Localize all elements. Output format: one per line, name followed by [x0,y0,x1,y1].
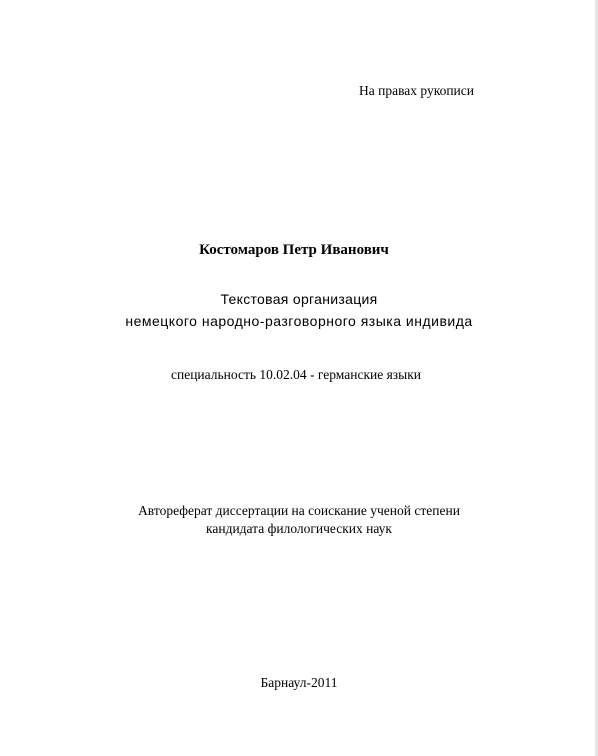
manuscript-rights-note: На правах рукописи [358,83,474,98]
author-name: Костомаров Петр Иванович [199,242,389,258]
city-year: Барнаул-2011 [260,675,338,690]
title-line-1: Текстовая организация [220,291,378,307]
title-line-2: немецкого народно-разговорного языка индивида [125,313,473,329]
specialty-line: специальность 10.02.04 - германские языки [171,367,421,382]
abstract-line-2: кандидата филологических наук [206,521,392,536]
abstract-line-1: Автореферат диссертации на соискание ученой степени [138,503,460,518]
